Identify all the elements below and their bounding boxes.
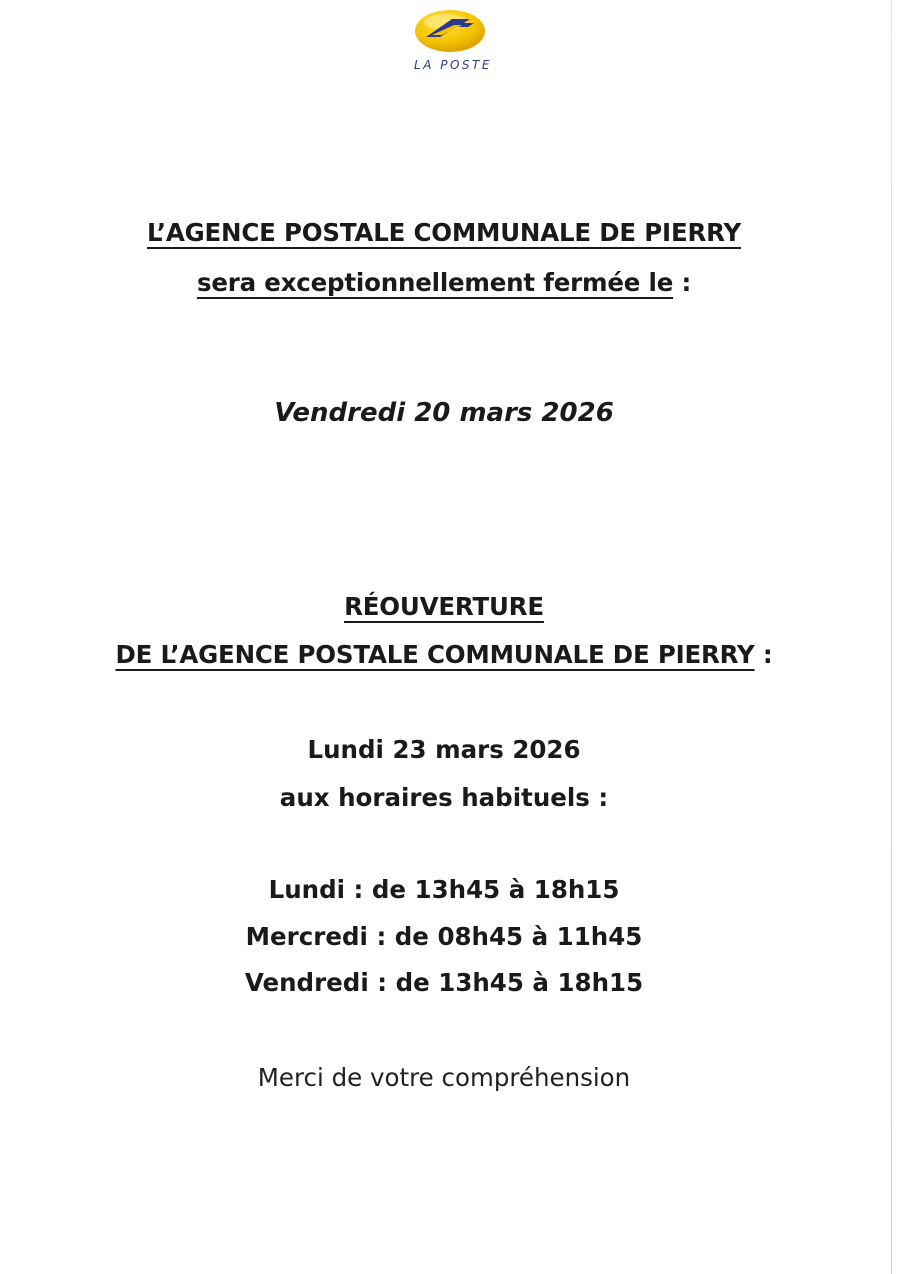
closure-date: Vendredi 20 mars 2026 — [274, 398, 614, 428]
schedule-monday: Lundi : de 13h45 à 18h15 — [268, 875, 620, 904]
closure-title-line — [0, 218, 888, 247]
schedule-wednesday: Mercredi : de 08h45 à 11h45 — [245, 922, 643, 951]
logo-brand-text: LA POSTE — [414, 58, 492, 72]
closure-subtitle: sera exceptionnellement fermée le — [196, 268, 674, 297]
hours-intro: aux horaires habituels : — [279, 783, 609, 812]
closure-title: L’AGENCE POSTALE COMMUNALE DE PIERRY — [146, 218, 742, 247]
reopening-title-line — [0, 592, 888, 621]
closure-subtitle-suffix: : — [673, 268, 692, 297]
la-poste-logo — [0, 6, 900, 72]
reopening-subtitle-suffix: : — [754, 640, 773, 669]
closure-subtitle-line — [0, 268, 888, 297]
reopening-subtitle-line — [0, 640, 888, 669]
reopening-title: RÉOUVERTURE — [344, 592, 544, 621]
closing-message: Merci de votre compréhension — [257, 1063, 631, 1092]
reopening-date: Lundi 23 mars 2026 — [307, 735, 581, 764]
reopening-subtitle: DE L’AGENCE POSTALE COMMUNALE DE PIERRY — [115, 640, 755, 669]
schedule-friday: Vendredi : de 13h45 à 18h15 — [244, 968, 644, 997]
la-poste-bird-logo-icon — [412, 6, 488, 56]
page-edge — [891, 0, 892, 1274]
